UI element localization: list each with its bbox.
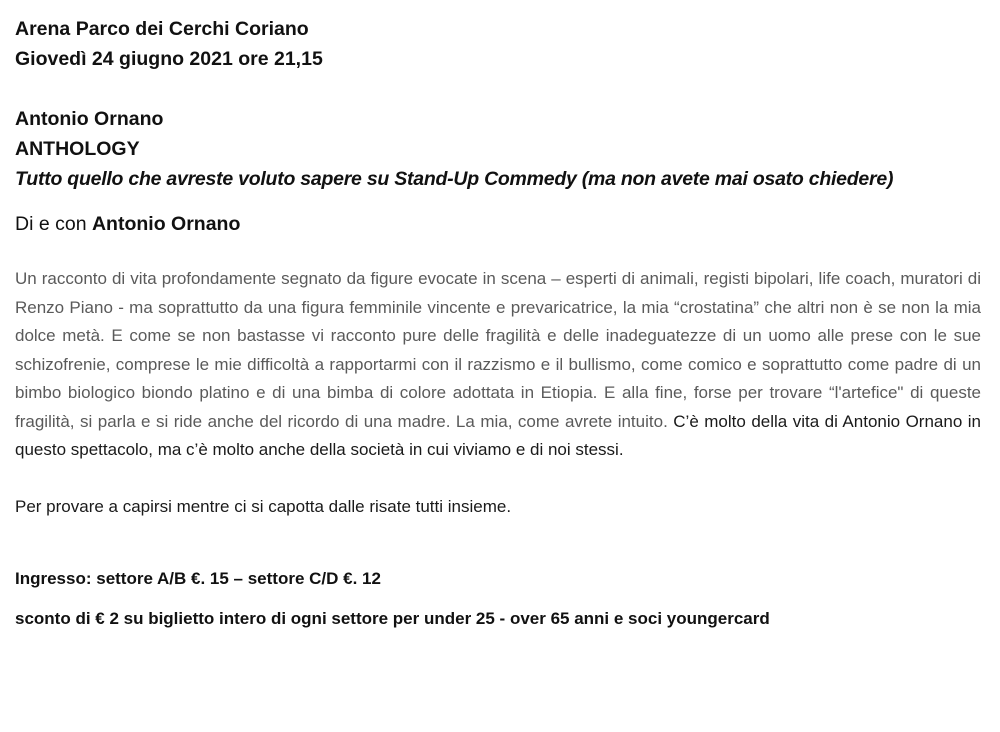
credits-prefix: Di e con <box>15 213 87 235</box>
ticket-price-line: Ingresso: settore A/B €. 15 – settore C/D €. 12 <box>15 568 381 588</box>
description-grey-text: Un racconto di vita profondamente segnato da figure evocate in scena – esperti di animali, registi bipolari, life coach, muratori di Renzo Piano - ma soprattutto da una figura femminile vincente e prevaricatrice, la mia “crostatina” che altri non è se non la mia dolce metà. E come se non bastasse vi racconto pure delle fragilità e delle inadeguatezze di un uomo alle prese con le sue schizofrenie, comprese le mie difficoltà a rapportarmi con il razzismo e il bullismo, come comico e soprattutto come padre di un bimbo biologico biondo platino e di una bimba di colore adottata in Etiopia. E alla fine, forse per trovare “l'artefice" di queste fragilità, si parla e si ride anche del ricordo di una madre. La mia, come avrete intuito. <box>15 269 981 431</box>
artist-name: Antonio Ornano <box>15 108 164 130</box>
show-subtitle: Tutto quello che avreste voluto sapere su Stand-Up Commedy (ma non avete mai osato chiedere) <box>15 168 894 190</box>
document-page <box>15 14 981 633</box>
spacer <box>15 74 981 104</box>
show-title: ANTHOLOGY <box>15 138 140 160</box>
date-time-heading: Giovedì 24 giugno 2021 ore 21,15 <box>15 48 323 70</box>
credits-line <box>15 209 981 239</box>
description-paragraph <box>15 265 981 465</box>
spacer <box>15 194 981 209</box>
description-dark-text: C’è molto della vita di Antonio Ornano in questo spettacolo, ma c’è molto anche della società in cui viviamo e di noi stessi. <box>15 411 981 459</box>
spacer <box>15 465 981 493</box>
spacer <box>15 239 981 265</box>
ticket-discount-line: sconto di € 2 su biglietto intero di ogni settore per under 25 - over 65 anni e soci youngercard <box>15 608 770 628</box>
spacer <box>15 593 981 605</box>
venue-heading: Arena Parco dei Cerchi Coriano <box>15 18 309 40</box>
spacer <box>15 521 981 565</box>
closing-paragraph: Per provare a capirsi mentre ci si capotta dalle risate tutti insieme. <box>15 496 512 516</box>
credits-name: Antonio Ornano <box>91 213 241 235</box>
